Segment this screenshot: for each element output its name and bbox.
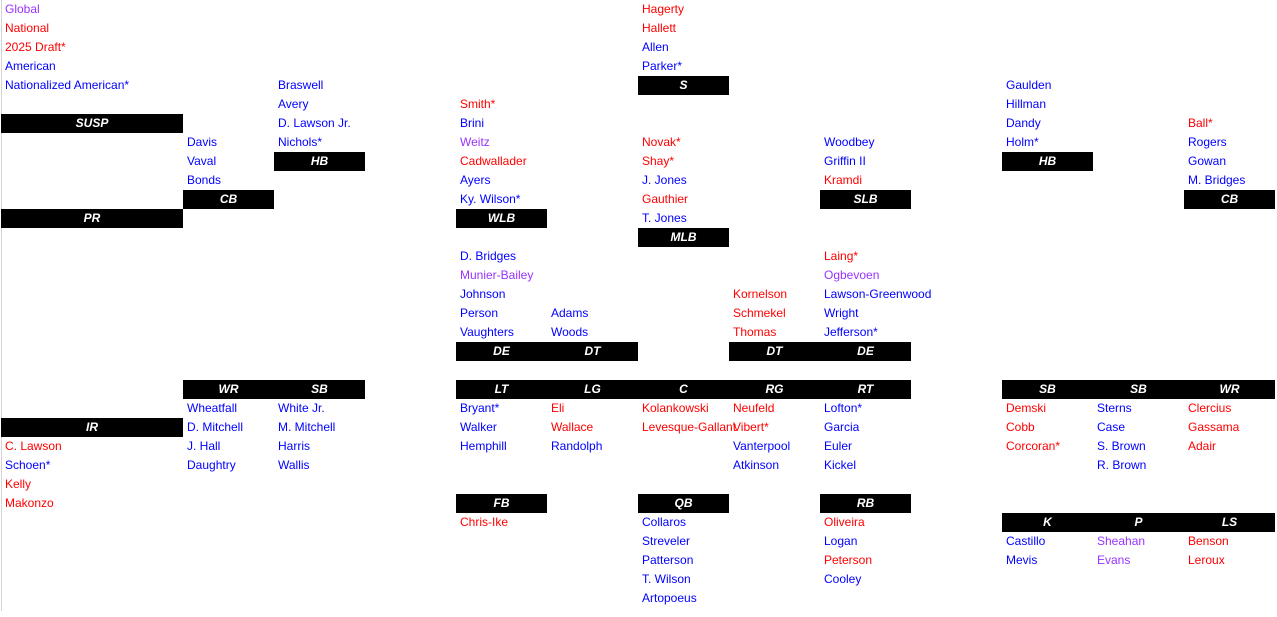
player-ir[interactable]: Makonzo — [5, 496, 54, 510]
player-sb-left[interactable]: M. Mitchell — [278, 420, 336, 434]
player-hb-right[interactable]: Dandy — [1006, 116, 1041, 130]
player-de-left[interactable]: Munier-Bailey — [460, 268, 534, 282]
player-de-right[interactable]: Laing* — [824, 249, 859, 263]
player-hb-left[interactable]: Braswell — [278, 78, 324, 92]
player-s[interactable]: Hagerty — [642, 2, 685, 16]
position-header-sb-left[interactable]: SB — [274, 380, 365, 399]
legend-item[interactable]: 2025 Draft* — [5, 40, 66, 54]
player-hb-right[interactable]: Gaulden — [1006, 78, 1052, 92]
position-header-k[interactable]: K — [1002, 513, 1093, 532]
position-header-sb-right2[interactable]: SB — [1093, 380, 1184, 399]
player-wlb[interactable]: Smith* — [460, 97, 496, 111]
player-lt[interactable]: Hemphill — [460, 439, 507, 453]
player-de-right[interactable]: Lawson-Greenwood — [824, 287, 932, 301]
player-ir[interactable]: Kelly — [5, 477, 32, 491]
position-header-lt[interactable]: LT — [456, 380, 547, 399]
player-lt[interactable]: Walker — [460, 420, 497, 434]
player-s[interactable]: Allen — [642, 40, 669, 54]
position-header-p[interactable]: P — [1093, 513, 1184, 532]
player-de-left[interactable]: Person — [460, 306, 499, 320]
player-wlb[interactable]: Weitz — [460, 135, 490, 149]
position-header-de-right[interactable]: DE — [820, 342, 911, 361]
player-wr-left[interactable]: Wheatfall — [187, 401, 238, 415]
player-dt-left[interactable]: Woods — [551, 325, 589, 339]
player-mlb[interactable]: Novak* — [642, 135, 681, 149]
player-mlb[interactable]: Gauthier — [642, 192, 689, 206]
player-sb-right2[interactable]: Sterns — [1097, 401, 1132, 415]
player-de-right[interactable]: Jefferson* — [824, 325, 878, 339]
player-cb-left[interactable]: Davis — [187, 135, 218, 149]
player-rt[interactable]: Euler — [824, 439, 853, 453]
player-sb-left[interactable]: Harris — [278, 439, 310, 453]
position-header-susp[interactable]: SUSP — [1, 114, 183, 133]
player-sb-right1[interactable]: Demski — [1006, 401, 1047, 415]
position-header-cb-left[interactable]: CB — [183, 190, 274, 209]
position-header-hb-left[interactable]: HB — [274, 152, 365, 171]
player-de-left[interactable]: Vaughters — [460, 325, 514, 339]
player-wr-right[interactable]: Gassama — [1188, 420, 1240, 434]
player-wr-left[interactable]: J. Hall — [187, 439, 221, 453]
position-header-c[interactable]: C — [638, 380, 729, 399]
player-hb-right[interactable]: Holm* — [1006, 135, 1039, 149]
player-rg[interactable]: Vibert* — [733, 420, 769, 434]
player-lt[interactable]: Bryant* — [460, 401, 500, 415]
player-sb-right1[interactable]: Cobb — [1006, 420, 1035, 434]
player-rg[interactable]: Vanterpool — [733, 439, 791, 453]
player-dt-right[interactable]: Schmekel — [733, 306, 786, 320]
player-qb[interactable]: Artopoeus — [642, 591, 697, 605]
position-header-ls[interactable]: LS — [1184, 513, 1275, 532]
position-header-slb[interactable]: SLB — [820, 190, 911, 209]
player-de-left[interactable]: Johnson — [460, 287, 506, 301]
player-mlb[interactable]: T. Jones — [642, 211, 687, 225]
player-p[interactable]: Evans — [1097, 553, 1131, 567]
position-header-hb-right[interactable]: HB — [1002, 152, 1093, 171]
position-header-mlb[interactable]: MLB — [638, 228, 729, 247]
player-qb[interactable]: Patterson — [642, 553, 694, 567]
player-rb[interactable]: Cooley — [824, 572, 862, 586]
player-sb-left[interactable]: White Jr. — [278, 401, 325, 415]
player-wlb[interactable]: Brini — [460, 116, 485, 130]
player-k[interactable]: Castillo — [1006, 534, 1046, 548]
player-lg[interactable]: Randolph — [551, 439, 603, 453]
player-wr-right[interactable]: Clercius — [1188, 401, 1232, 415]
player-cb-left[interactable]: Vaval — [187, 154, 217, 168]
position-header-s[interactable]: S — [638, 76, 729, 95]
player-hb-left[interactable]: Avery — [278, 97, 309, 111]
player-sb-left[interactable]: Wallis — [278, 458, 310, 472]
player-ir[interactable]: Schoen* — [5, 458, 51, 472]
position-header-ir[interactable]: IR — [1, 418, 183, 437]
player-dt-right[interactable]: Thomas — [733, 325, 777, 339]
player-slb[interactable]: Kramdi — [824, 173, 863, 187]
player-lg[interactable]: Eli — [551, 401, 565, 415]
legend-item[interactable]: Global — [5, 2, 40, 16]
position-header-wlb[interactable]: WLB — [456, 209, 547, 228]
player-slb[interactable]: Woodbey — [824, 135, 875, 149]
player-cb-left[interactable]: Bonds — [187, 173, 222, 187]
player-rb[interactable]: Peterson — [824, 553, 873, 567]
player-rb[interactable]: Oliveira — [824, 515, 865, 529]
player-wlb[interactable]: Ayers — [460, 173, 491, 187]
player-sb-right2[interactable]: R. Brown — [1097, 458, 1147, 472]
player-wr-right[interactable]: Adair — [1188, 439, 1217, 453]
player-rg[interactable]: Neufeld — [733, 401, 775, 415]
player-ls[interactable]: Benson — [1188, 534, 1229, 548]
player-de-right[interactable]: Ogbevoen — [824, 268, 880, 282]
player-qb[interactable]: T. Wilson — [642, 572, 691, 586]
player-de-left[interactable]: D. Bridges — [460, 249, 517, 263]
position-header-wr-left[interactable]: WR — [183, 380, 274, 399]
player-wr-left[interactable]: Daughtry — [187, 458, 236, 472]
position-header-rt[interactable]: RT — [820, 380, 911, 399]
player-hb-left[interactable]: Nichols* — [278, 135, 323, 149]
player-slb[interactable]: Griffin II — [824, 154, 866, 168]
legend-item[interactable]: Nationalized American* — [5, 78, 130, 92]
player-cb-right[interactable]: Gowan — [1188, 154, 1227, 168]
player-qb[interactable]: Collaros — [642, 515, 687, 529]
player-s[interactable]: Parker* — [642, 59, 683, 73]
player-ir[interactable]: C. Lawson — [5, 439, 62, 453]
position-header-sb-right1[interactable]: SB — [1002, 380, 1093, 399]
player-wlb[interactable]: Cadwallader — [460, 154, 527, 168]
position-header-rg[interactable]: RG — [729, 380, 820, 399]
position-header-pr[interactable]: PR — [1, 209, 183, 228]
player-de-right[interactable]: Wright — [824, 306, 859, 320]
position-header-wr-right[interactable]: WR — [1184, 380, 1275, 399]
player-rg[interactable]: Atkinson — [733, 458, 780, 472]
position-header-fb[interactable]: FB — [456, 494, 547, 513]
player-mlb[interactable]: J. Jones — [642, 173, 687, 187]
player-rt[interactable]: Lofton* — [824, 401, 863, 415]
player-lg[interactable]: Wallace — [551, 420, 594, 434]
player-cb-right[interactable]: Ball* — [1188, 116, 1213, 130]
player-k[interactable]: Mevis — [1006, 553, 1038, 567]
player-c[interactable]: Kolankowski — [642, 401, 709, 415]
player-rt[interactable]: Garcia — [824, 420, 860, 434]
player-sb-right1[interactable]: Corcoran* — [1006, 439, 1061, 453]
position-header-de-left[interactable]: DE — [456, 342, 547, 361]
player-fb[interactable]: Chris-Ike — [460, 515, 509, 529]
player-rb[interactable]: Logan — [824, 534, 858, 548]
player-wr-left[interactable]: D. Mitchell — [187, 420, 244, 434]
player-cb-right[interactable]: Rogers — [1188, 135, 1227, 149]
player-dt-left[interactable]: Adams — [551, 306, 589, 320]
player-ls[interactable]: Leroux — [1188, 553, 1225, 567]
player-c[interactable]: Levesque-Gallant — [642, 420, 737, 434]
player-p[interactable]: Sheahan — [1097, 534, 1146, 548]
position-header-qb[interactable]: QB — [638, 494, 729, 513]
player-mlb[interactable]: Shay* — [642, 154, 675, 168]
player-hb-right[interactable]: Hillman — [1006, 97, 1047, 111]
player-sb-right2[interactable]: S. Brown — [1097, 439, 1146, 453]
player-cb-right[interactable]: M. Bridges — [1188, 173, 1246, 187]
player-sb-right2[interactable]: Case — [1097, 420, 1126, 434]
position-header-rb[interactable]: RB — [820, 494, 911, 513]
legend-item[interactable]: National — [5, 21, 50, 35]
player-s[interactable]: Hallett — [642, 21, 677, 35]
player-wlb[interactable]: Ky. Wilson* — [460, 192, 521, 206]
player-rt[interactable]: Kickel — [824, 458, 857, 472]
position-header-dt-right[interactable]: DT — [729, 342, 820, 361]
player-qb[interactable]: Streveler — [642, 534, 691, 548]
player-dt-right[interactable]: Kornelson — [733, 287, 788, 301]
position-header-dt-left[interactable]: DT — [547, 342, 638, 361]
player-hb-left[interactable]: D. Lawson Jr. — [278, 116, 351, 130]
legend-item[interactable]: American — [5, 59, 56, 73]
position-header-cb-right[interactable]: CB — [1184, 190, 1275, 209]
position-header-lg[interactable]: LG — [547, 380, 638, 399]
